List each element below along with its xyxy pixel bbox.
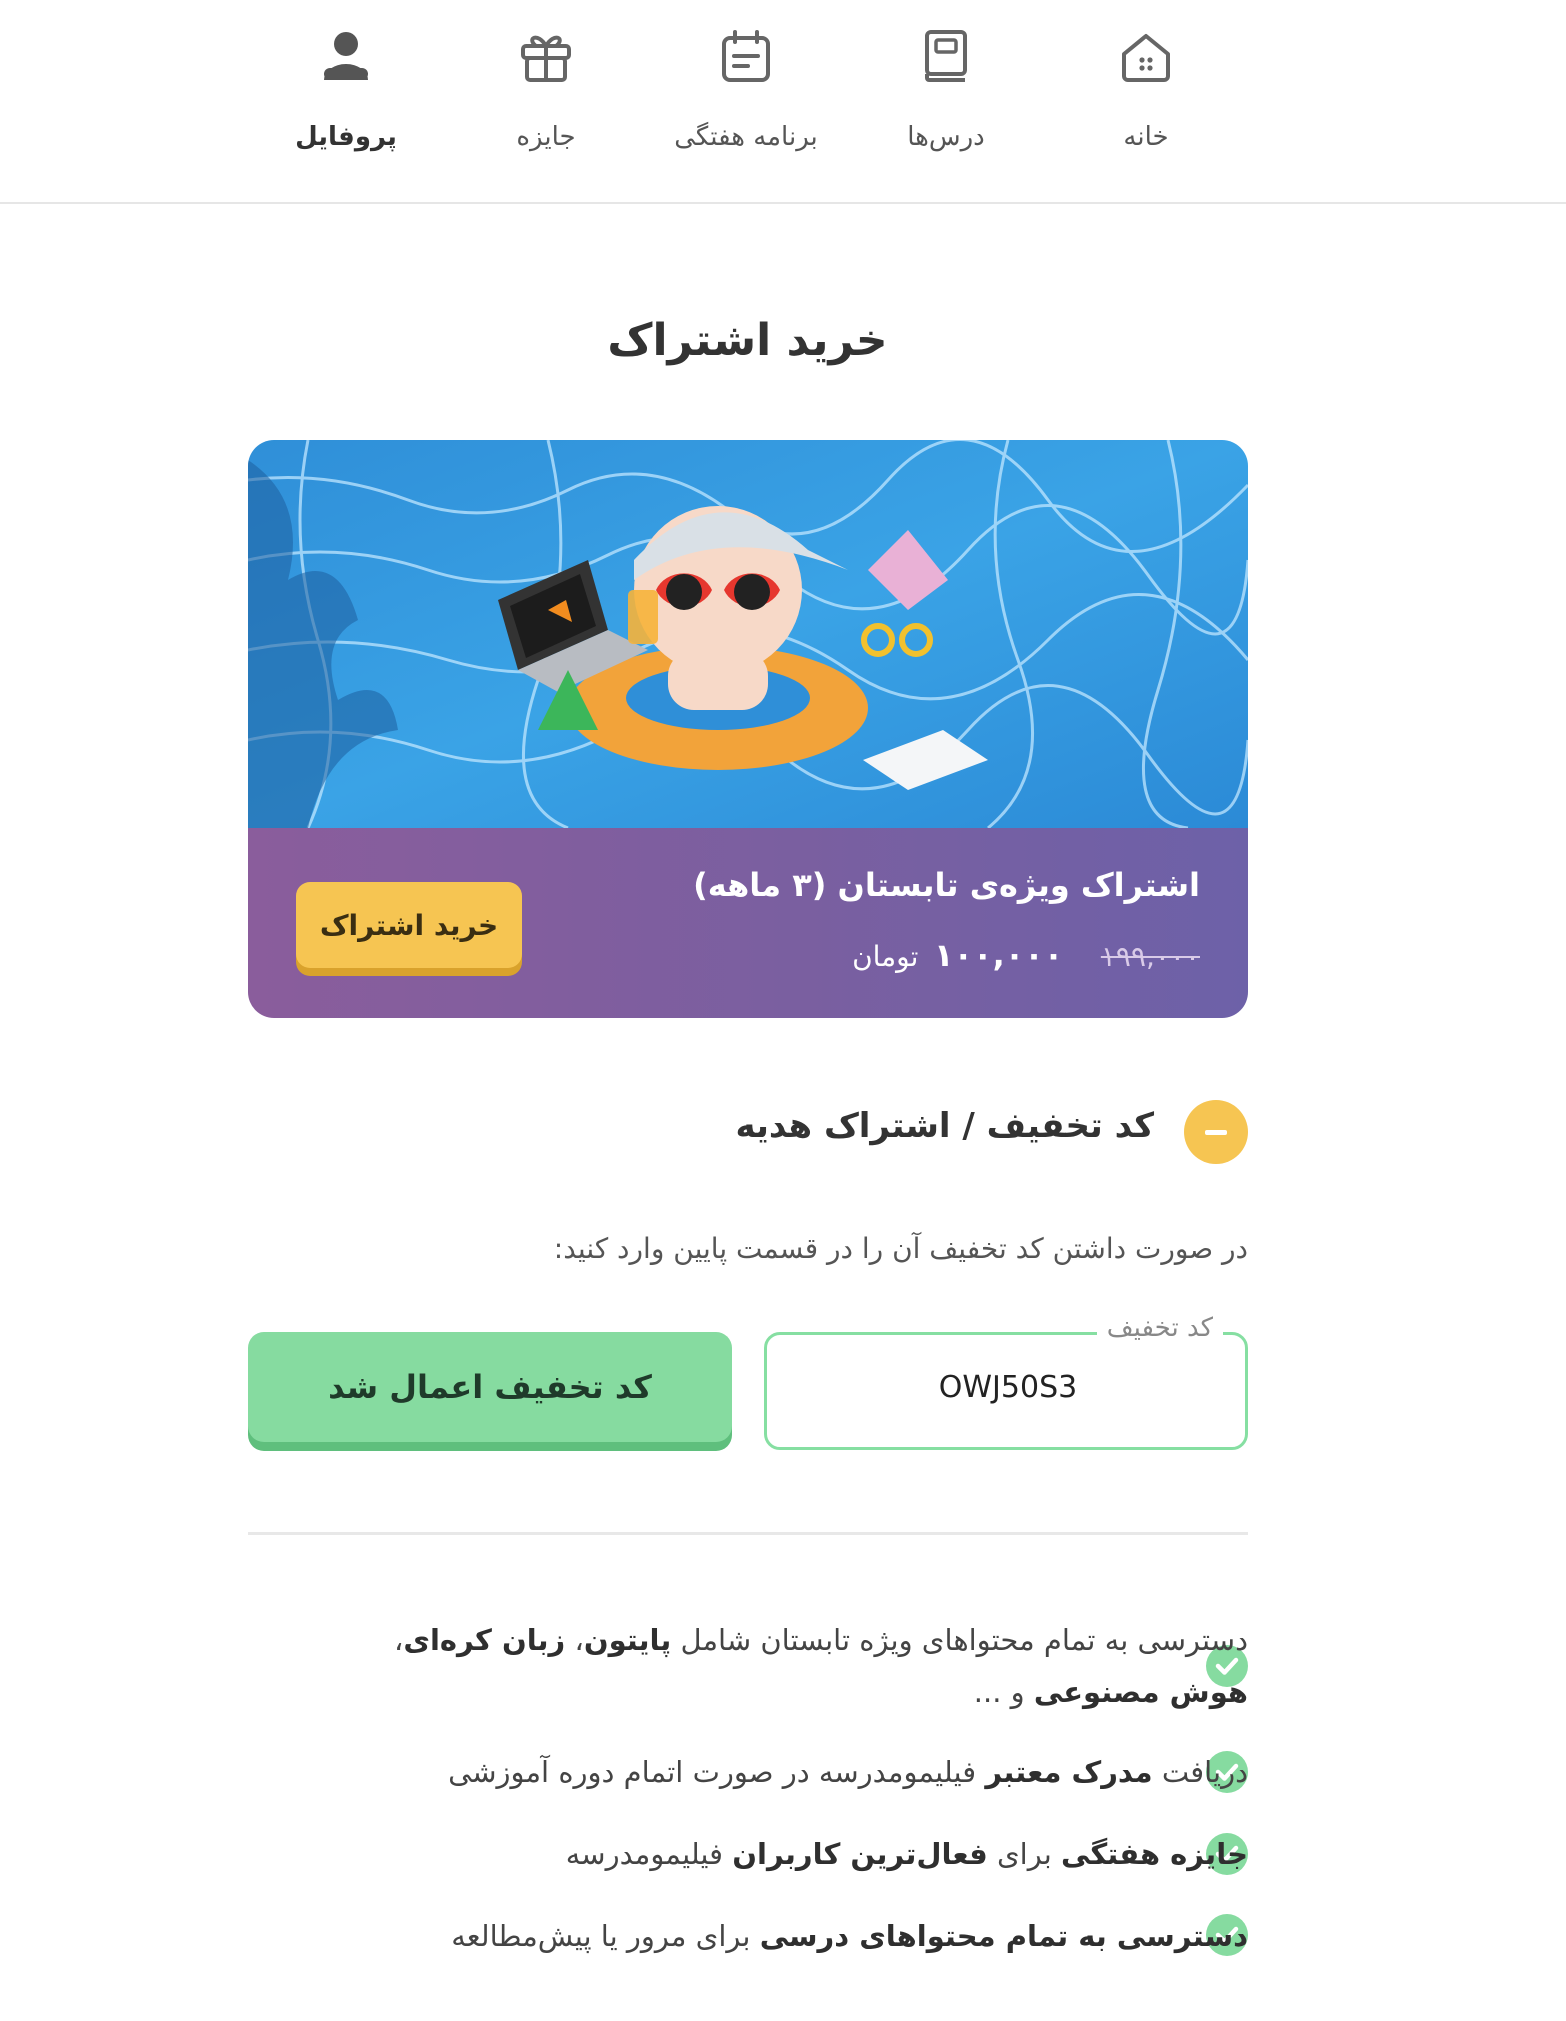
nav-item-lessons[interactable]: [846, 28, 1046, 178]
page-title: خرید اشتراک: [607, 315, 888, 367]
nav-label-home: خانه: [1123, 122, 1169, 152]
plan-name: اشتراک ویژه‌ی تابستان (۳ ماهه): [693, 866, 1200, 904]
nav-item-profile[interactable]: [246, 28, 446, 178]
price-row: [852, 936, 1200, 974]
nav-label-profile: پروفایل: [295, 122, 397, 152]
discount-applied-button[interactable]: کد تخفیف اعمال شد: [248, 1332, 732, 1442]
nav-label-weekly-plan: برنامه هفتگی: [674, 122, 818, 152]
nav-item-home[interactable]: [1046, 28, 1246, 178]
nav-label-prize: جایزه: [516, 122, 576, 152]
home-icon: [1118, 28, 1174, 84]
feature-item-all-content: دسترسی به تمام محتواهای درسی برای مرور یا پیش‌مطالعه: [451, 1919, 1248, 1953]
discount-code-input[interactable]: [767, 1369, 1249, 1406]
buy-subscription-button[interactable]: خرید اشتراک: [296, 882, 522, 968]
nav-item-prize[interactable]: [446, 28, 646, 178]
top-navigation: [0, 0, 1566, 204]
discount-section-title: کد تخفیف / اشتراک هدیه: [735, 1106, 1154, 1146]
summer-pool-illustration: [248, 440, 1248, 828]
collapse-minus-icon[interactable]: [1184, 1100, 1248, 1164]
book-icon: [918, 28, 974, 84]
discount-description: در صورت داشتن کد تخفیف آن را در قسمت پایین وارد کنید:: [553, 1232, 1248, 1265]
gift-icon: [518, 28, 574, 84]
feature-item-summer-content: دسترسی به تمام محتواهای ویژه تابستان شامل پایتون، زبان کره‌ای، هوش مصنوعی و ...: [394, 1623, 1248, 1709]
feature-item-weekly-prize: جایزه هفتگی برای فعال‌ترین کاربران فیلیمومدرسه: [565, 1837, 1248, 1871]
subscription-card: [248, 440, 1248, 1018]
nav-label-lessons: درس‌ها: [907, 122, 985, 152]
old-price: ۱۹۹,۰۰۰: [1100, 940, 1200, 973]
user-icon: [318, 28, 374, 84]
discount-code-label: کد تخفیف: [1097, 1313, 1223, 1343]
nav-item-weekly-plan[interactable]: [646, 28, 846, 178]
currency-label: تومان: [852, 940, 919, 973]
feature-item-certificate: دریافت مدرک معتبر فیلیمومدرسه در صورت اتمام دوره آموزشی: [448, 1755, 1248, 1789]
discount-code-field[interactable]: [764, 1313, 1248, 1450]
subscription-card-footer: [248, 828, 1248, 1018]
section-divider: [248, 1532, 1248, 1535]
new-price: ۱۰۰,۰۰۰: [933, 936, 1064, 974]
discount-section-header[interactable]: [248, 1098, 1248, 1164]
calendar-icon: [718, 28, 774, 84]
